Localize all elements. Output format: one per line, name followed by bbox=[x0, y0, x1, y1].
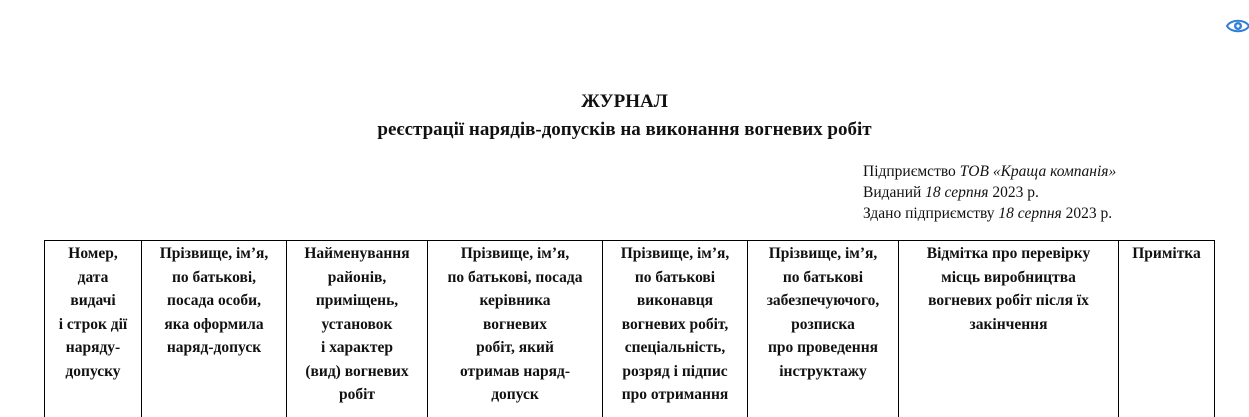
journal-table bbox=[44, 240, 1215, 417]
column-header-note: Примітка bbox=[1119, 241, 1215, 417]
document-meta bbox=[863, 161, 1116, 224]
column-header-inspection-mark: Відмітка про перевірку місць виробництва вогневих робіт після їх закінчення bbox=[899, 241, 1119, 417]
submitted-year: 2023 р. bbox=[1066, 205, 1113, 222]
column-header-supervisor: Прізвище, ім’я, по батькові забезпечуючого, розписка про проведення інструктажу bbox=[748, 241, 899, 417]
enterprise-label: Підприємство bbox=[863, 163, 956, 180]
issued-year: 2023 р. bbox=[992, 184, 1039, 201]
column-header-issuer: Прізвище, ім’я, по батькові, посада особи, яка оформила наряд-допуск bbox=[142, 241, 287, 417]
submitted-line bbox=[863, 203, 1116, 224]
column-header-work-areas: Найменування районів, приміщень, установок і характер (вид) вогневих робіт bbox=[287, 241, 428, 417]
enterprise-value: ТОВ «Краща компанія» bbox=[960, 163, 1117, 180]
issued-line bbox=[863, 182, 1116, 203]
issued-label: Виданий bbox=[863, 184, 921, 201]
document-title: ЖУРНАЛ bbox=[0, 91, 1249, 113]
enterprise-line bbox=[863, 161, 1116, 182]
table-header-row bbox=[45, 241, 1215, 417]
submitted-label: Здано підприємству bbox=[863, 205, 995, 222]
column-header-number-date: Номер, дата видачі і строк дії наряду- допуску bbox=[45, 241, 142, 417]
column-header-executor: Прізвище, ім’я, по батькові виконавця вогневих робіт, спеціальність, розряд і підпис про отримання bbox=[603, 241, 748, 417]
submitted-date: 18 серпня bbox=[998, 205, 1061, 222]
column-header-work-manager: Прізвище, ім’я, по батькові, посада керівника вогневих робіт, який отримав наряд- допуск bbox=[428, 241, 603, 417]
eye-icon[interactable] bbox=[1226, 14, 1249, 38]
issued-date: 18 серпня bbox=[925, 184, 988, 201]
document-subtitle: реєстрації нарядів-допусків на виконання вогневих робіт bbox=[0, 119, 1249, 141]
